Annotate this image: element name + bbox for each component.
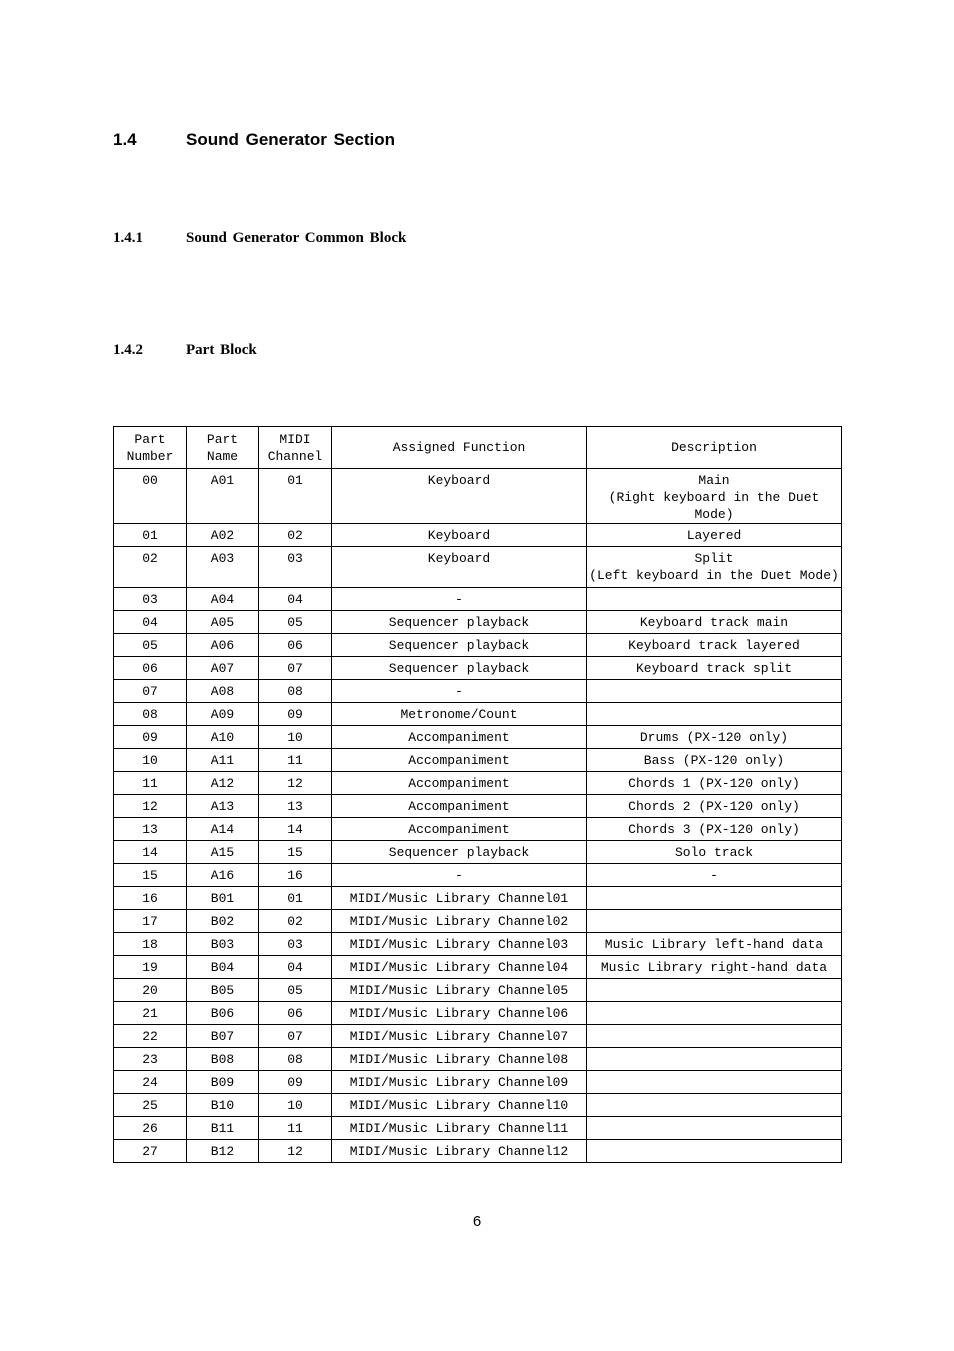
midi-channel-cell: 08	[259, 680, 332, 703]
assigned-function-cell: MIDI/Music Library Channel06	[332, 1002, 587, 1025]
part-name-cell: A15	[187, 841, 259, 864]
part-name-cell: B09	[187, 1071, 259, 1094]
description-note: (Left keyboard in the Duet Mode)	[589, 568, 839, 583]
assigned-function-cell: Keyboard	[332, 469, 587, 524]
midi-channel-cell: 09	[259, 703, 332, 726]
midi-channel-cell: 10	[259, 1094, 332, 1117]
midi-channel-cell: 11	[259, 1117, 332, 1140]
assigned-function-cell: Accompaniment	[332, 726, 587, 749]
description-cell	[587, 680, 842, 703]
part-name-cell: A12	[187, 772, 259, 795]
part-name-cell: B04	[187, 956, 259, 979]
part-number-cell: 12	[114, 795, 187, 818]
table-row	[114, 818, 842, 841]
table-row	[114, 772, 842, 795]
midi-channel-cell: 13	[259, 795, 332, 818]
midi-channel-cell: 05	[259, 611, 332, 634]
midi-channel-cell: 12	[259, 1140, 332, 1163]
part-number-cell: 06	[114, 657, 187, 680]
description-cell	[587, 1025, 842, 1048]
description-cell: Bass (PX-120 only)	[587, 749, 842, 772]
description-cell	[587, 1140, 842, 1163]
part-number-cell: 20	[114, 979, 187, 1002]
assigned-function-cell: Accompaniment	[332, 795, 587, 818]
part-name-cell: A02	[187, 524, 259, 547]
part-number-cell: 03	[114, 588, 187, 611]
midi-channel-cell: 03	[259, 933, 332, 956]
part-name-cell: A16	[187, 864, 259, 887]
description-cell: Chords 3 (PX-120 only)	[587, 818, 842, 841]
part-number-cell: 24	[114, 1071, 187, 1094]
part-name-cell: A13	[187, 795, 259, 818]
part-name-cell: A01	[187, 469, 259, 524]
part-name-cell: B10	[187, 1094, 259, 1117]
assigned-function-cell: Accompaniment	[332, 772, 587, 795]
part-number-cell: 07	[114, 680, 187, 703]
part-name-cell: A14	[187, 818, 259, 841]
description-cell: Chords 1 (PX-120 only)	[587, 772, 842, 795]
midi-channel-cell: 01	[259, 887, 332, 910]
part-name-cell: A08	[187, 680, 259, 703]
header-assigned-function: Assigned Function	[332, 427, 587, 469]
description-cell: Keyboard track layered	[587, 634, 842, 657]
part-name-cell: B02	[187, 910, 259, 933]
assigned-function-cell: MIDI/Music Library Channel07	[332, 1025, 587, 1048]
assigned-function-cell: Accompaniment	[332, 818, 587, 841]
table-row	[114, 1025, 842, 1048]
midi-channel-cell: 08	[259, 1048, 332, 1071]
table-row	[114, 910, 842, 933]
part-number-cell: 09	[114, 726, 187, 749]
part-number-cell: 14	[114, 841, 187, 864]
assigned-function-cell: Sequencer playback	[332, 634, 587, 657]
part-name-cell: B08	[187, 1048, 259, 1071]
part-number-cell: 23	[114, 1048, 187, 1071]
description-cell: Chords 2 (PX-120 only)	[587, 795, 842, 818]
midi-channel-cell: 07	[259, 657, 332, 680]
part-number-cell: 04	[114, 611, 187, 634]
assigned-function-cell: MIDI/Music Library Channel05	[332, 979, 587, 1002]
assigned-function-cell: -	[332, 588, 587, 611]
description-cell: Layered	[587, 524, 842, 547]
table-header-row	[114, 427, 842, 469]
part-number-cell: 25	[114, 1094, 187, 1117]
part-number-cell: 22	[114, 1025, 187, 1048]
part-name-cell: A05	[187, 611, 259, 634]
part-number-cell: 05	[114, 634, 187, 657]
assigned-function-cell: Accompaniment	[332, 749, 587, 772]
page-number: 6	[472, 1213, 482, 1230]
part-number-cell: 15	[114, 864, 187, 887]
midi-channel-cell: 09	[259, 1071, 332, 1094]
part-number-cell: 26	[114, 1117, 187, 1140]
header-midi-channel: MIDI Channel	[259, 427, 332, 469]
assigned-function-cell: Metronome/Count	[332, 703, 587, 726]
header-part-number: Part Number	[114, 427, 187, 469]
assigned-function-cell: MIDI/Music Library Channel01	[332, 887, 587, 910]
part-name-cell: A07	[187, 657, 259, 680]
midi-channel-cell: 03	[259, 547, 332, 588]
assigned-function-cell: -	[332, 680, 587, 703]
part-number-cell: 00	[114, 469, 187, 524]
part-number-cell: 18	[114, 933, 187, 956]
part-name-cell: B03	[187, 933, 259, 956]
assigned-function-cell: Keyboard	[332, 524, 587, 547]
assigned-function-cell: MIDI/Music Library Channel11	[332, 1117, 587, 1140]
part-name-cell: A10	[187, 726, 259, 749]
assigned-function-cell: MIDI/Music Library Channel08	[332, 1048, 587, 1071]
assigned-function-cell: MIDI/Music Library Channel04	[332, 956, 587, 979]
midi-channel-cell: 02	[259, 524, 332, 547]
description-cell	[587, 887, 842, 910]
part-number-cell: 17	[114, 910, 187, 933]
midi-channel-cell: 12	[259, 772, 332, 795]
part-number-cell: 21	[114, 1002, 187, 1025]
table-row	[114, 1048, 842, 1071]
table-row	[114, 979, 842, 1002]
description-cell	[587, 910, 842, 933]
table-row	[114, 956, 842, 979]
description-cell: Music Library left-hand data	[587, 933, 842, 956]
description-cell: Main (Right keyboard in the Duet Mode)	[587, 469, 842, 524]
assigned-function-cell: MIDI/Music Library Channel03	[332, 933, 587, 956]
part-name-cell: B01	[187, 887, 259, 910]
description-cell: Music Library right-hand data	[587, 956, 842, 979]
table-row	[114, 1117, 842, 1140]
table-row	[114, 726, 842, 749]
table-row	[114, 1094, 842, 1117]
description-cell	[587, 979, 842, 1002]
assigned-function-cell: Sequencer playback	[332, 657, 587, 680]
table-row	[114, 887, 842, 910]
part-name-cell: B07	[187, 1025, 259, 1048]
description-cell: -	[587, 864, 842, 887]
table-row	[114, 657, 842, 680]
subsection-title: Part Block	[186, 342, 257, 358]
description-cell: Drums (PX-120 only)	[587, 726, 842, 749]
description-cell	[587, 588, 842, 611]
midi-channel-cell: 11	[259, 749, 332, 772]
description-cell: Keyboard track main	[587, 611, 842, 634]
part-number-cell: 27	[114, 1140, 187, 1163]
header-description: Description	[587, 427, 842, 469]
part-name-cell: A04	[187, 588, 259, 611]
table-row	[114, 547, 842, 588]
midi-channel-cell: 14	[259, 818, 332, 841]
midi-channel-cell: 06	[259, 1002, 332, 1025]
part-number-cell: 02	[114, 547, 187, 588]
part-name-cell: B05	[187, 979, 259, 1002]
description-cell: Split (Left keyboard in the Duet Mode)	[587, 547, 842, 588]
part-block-table	[113, 426, 842, 1163]
midi-channel-cell: 04	[259, 956, 332, 979]
header-part-name: Part Name	[187, 427, 259, 469]
assigned-function-cell: Sequencer playback	[332, 611, 587, 634]
table-row	[114, 1140, 842, 1163]
table-row	[114, 469, 842, 524]
table-row	[114, 933, 842, 956]
description-note: (Right keyboard in the Duet Mode)	[608, 490, 820, 522]
part-name-cell: A06	[187, 634, 259, 657]
description-cell	[587, 1071, 842, 1094]
description-cell	[587, 1117, 842, 1140]
subsection-title: Sound Generator Common Block	[186, 230, 407, 246]
part-name-cell: B12	[187, 1140, 259, 1163]
table-row	[114, 1002, 842, 1025]
table-row	[114, 680, 842, 703]
description-cell: Keyboard track split	[587, 657, 842, 680]
part-name-cell: B11	[187, 1117, 259, 1140]
table-row	[114, 703, 842, 726]
midi-channel-cell: 05	[259, 979, 332, 1002]
assigned-function-cell: Keyboard	[332, 547, 587, 588]
part-number-cell: 01	[114, 524, 187, 547]
part-name-cell: A09	[187, 703, 259, 726]
midi-channel-cell: 01	[259, 469, 332, 524]
midi-channel-cell: 02	[259, 910, 332, 933]
part-name-cell: B06	[187, 1002, 259, 1025]
table-row	[114, 795, 842, 818]
table-row	[114, 864, 842, 887]
part-number-cell: 19	[114, 956, 187, 979]
midi-channel-cell: 10	[259, 726, 332, 749]
assigned-function-cell: MIDI/Music Library Channel10	[332, 1094, 587, 1117]
midi-channel-cell: 15	[259, 841, 332, 864]
table-row	[114, 634, 842, 657]
midi-channel-cell: 07	[259, 1025, 332, 1048]
description-cell	[587, 1002, 842, 1025]
part-number-cell: 16	[114, 887, 187, 910]
assigned-function-cell: Sequencer playback	[332, 841, 587, 864]
table-row	[114, 749, 842, 772]
description-cell: Solo track	[587, 841, 842, 864]
description-cell	[587, 1094, 842, 1117]
part-name-cell: A11	[187, 749, 259, 772]
table-row	[114, 588, 842, 611]
table-row	[114, 611, 842, 634]
assigned-function-cell: MIDI/Music Library Channel12	[332, 1140, 587, 1163]
assigned-function-cell: MIDI/Music Library Channel02	[332, 910, 587, 933]
description-cell	[587, 703, 842, 726]
subsection-number: 1.4.2	[113, 342, 143, 358]
part-number-cell: 13	[114, 818, 187, 841]
part-number-cell: 08	[114, 703, 187, 726]
section-number: 1.4	[113, 130, 137, 149]
midi-channel-cell: 04	[259, 588, 332, 611]
assigned-function-cell: -	[332, 864, 587, 887]
part-number-cell: 11	[114, 772, 187, 795]
part-name-cell: A03	[187, 547, 259, 588]
table-row	[114, 524, 842, 547]
section-title: Sound Generator Section	[186, 130, 395, 149]
part-number-cell: 10	[114, 749, 187, 772]
subsection-number: 1.4.1	[113, 230, 143, 246]
description-cell	[587, 1048, 842, 1071]
assigned-function-cell: MIDI/Music Library Channel09	[332, 1071, 587, 1094]
table-row	[114, 1071, 842, 1094]
table-row	[114, 841, 842, 864]
midi-channel-cell: 16	[259, 864, 332, 887]
midi-channel-cell: 06	[259, 634, 332, 657]
